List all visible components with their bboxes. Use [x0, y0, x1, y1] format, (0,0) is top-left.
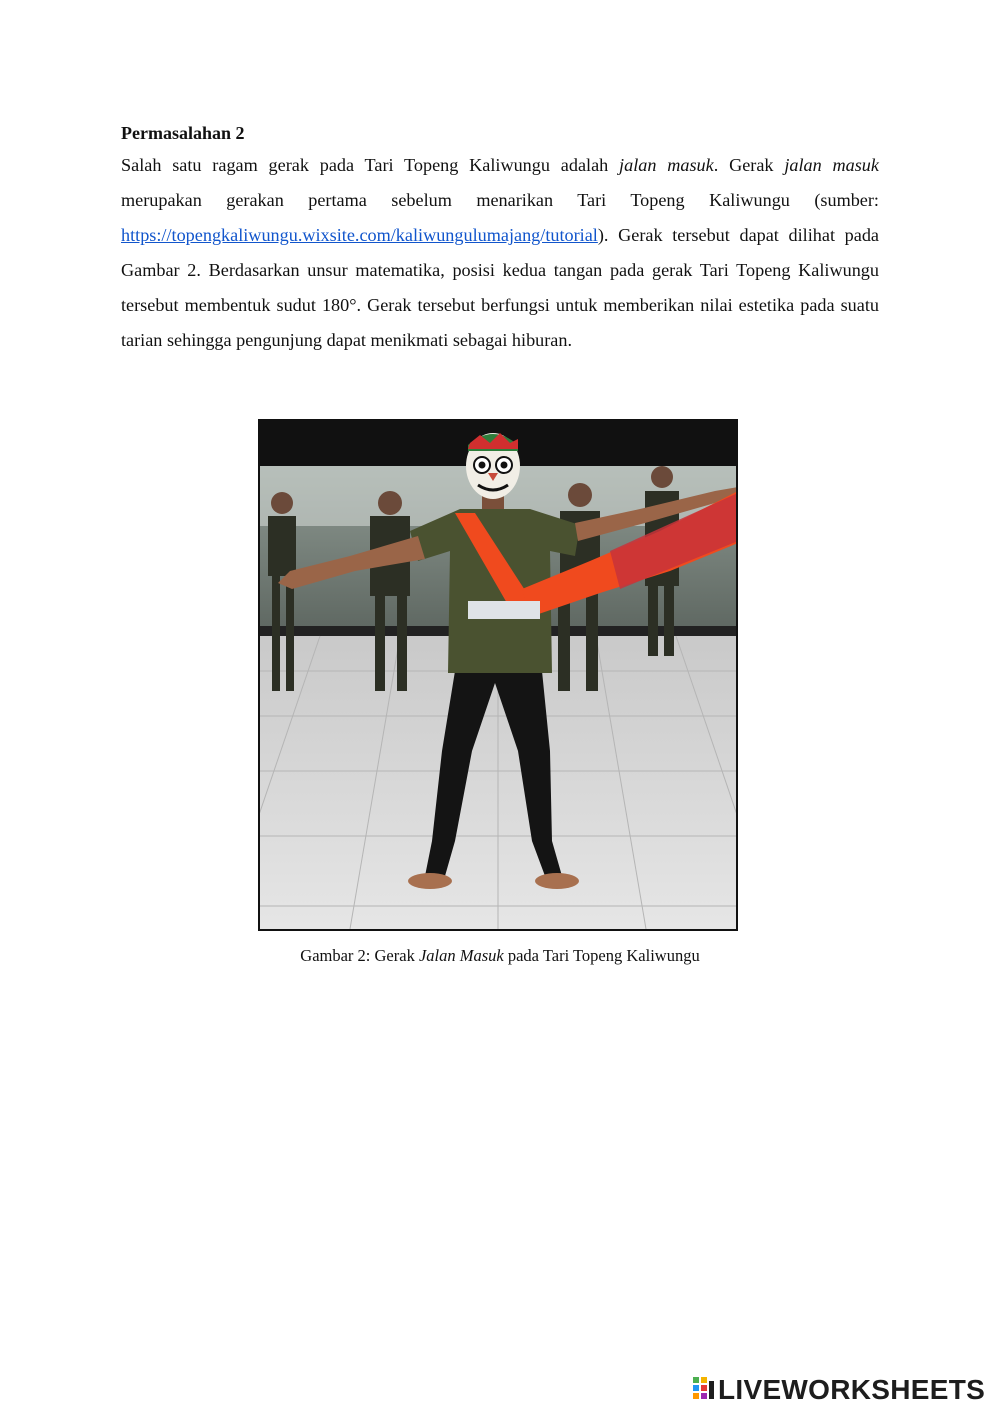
paragraph-text: merupakan gerakan pertama sebelum menarikan Tari Topeng Kaliwungu (sumber: [121, 190, 879, 210]
dance-photo [258, 419, 738, 931]
document-body [121, 118, 879, 358]
source-link[interactable]: https://topengkaliwungu.wixsite.com/kaliwungulumajang/tutorial [121, 225, 598, 245]
paragraph-emphasis: jalan masuk [784, 155, 879, 175]
section-heading: Permasalahan 2 [121, 123, 245, 143]
problem-paragraph [121, 148, 879, 358]
caption-text: pada Tari Topeng Kaliwungu [503, 946, 700, 965]
paragraph-emphasis: jalan masuk [619, 155, 714, 175]
caption-text: Gambar 2: Gerak [300, 946, 419, 965]
paragraph-text: . Gerak [713, 155, 785, 175]
paragraph-text: Salah satu ragam gerak pada Tari Topeng Kaliwungu adalah [121, 155, 620, 175]
brand-name: LIVEWORKSHEETS [718, 1374, 986, 1405]
paragraph-text: ). Gerak tersebut dapat dilihat pada Gambar 2. Berdasarkan unsur matematika, posisi kedua tangan pada gerak Tari Topeng Kaliwungu tersebut membentuk sudut 180°. Gerak tersebut berfungsi untuk memberikan nilai estetika pada suatu tarian sehingga pengunjung dapat menikmati sebagai hiburan. [121, 225, 879, 350]
figure-caption [0, 944, 1000, 968]
caption-emphasis: Jalan Masuk [418, 946, 504, 965]
liveworksheets-logo [693, 1374, 985, 1406]
liveworksheets-logo-icon [693, 1377, 715, 1403]
